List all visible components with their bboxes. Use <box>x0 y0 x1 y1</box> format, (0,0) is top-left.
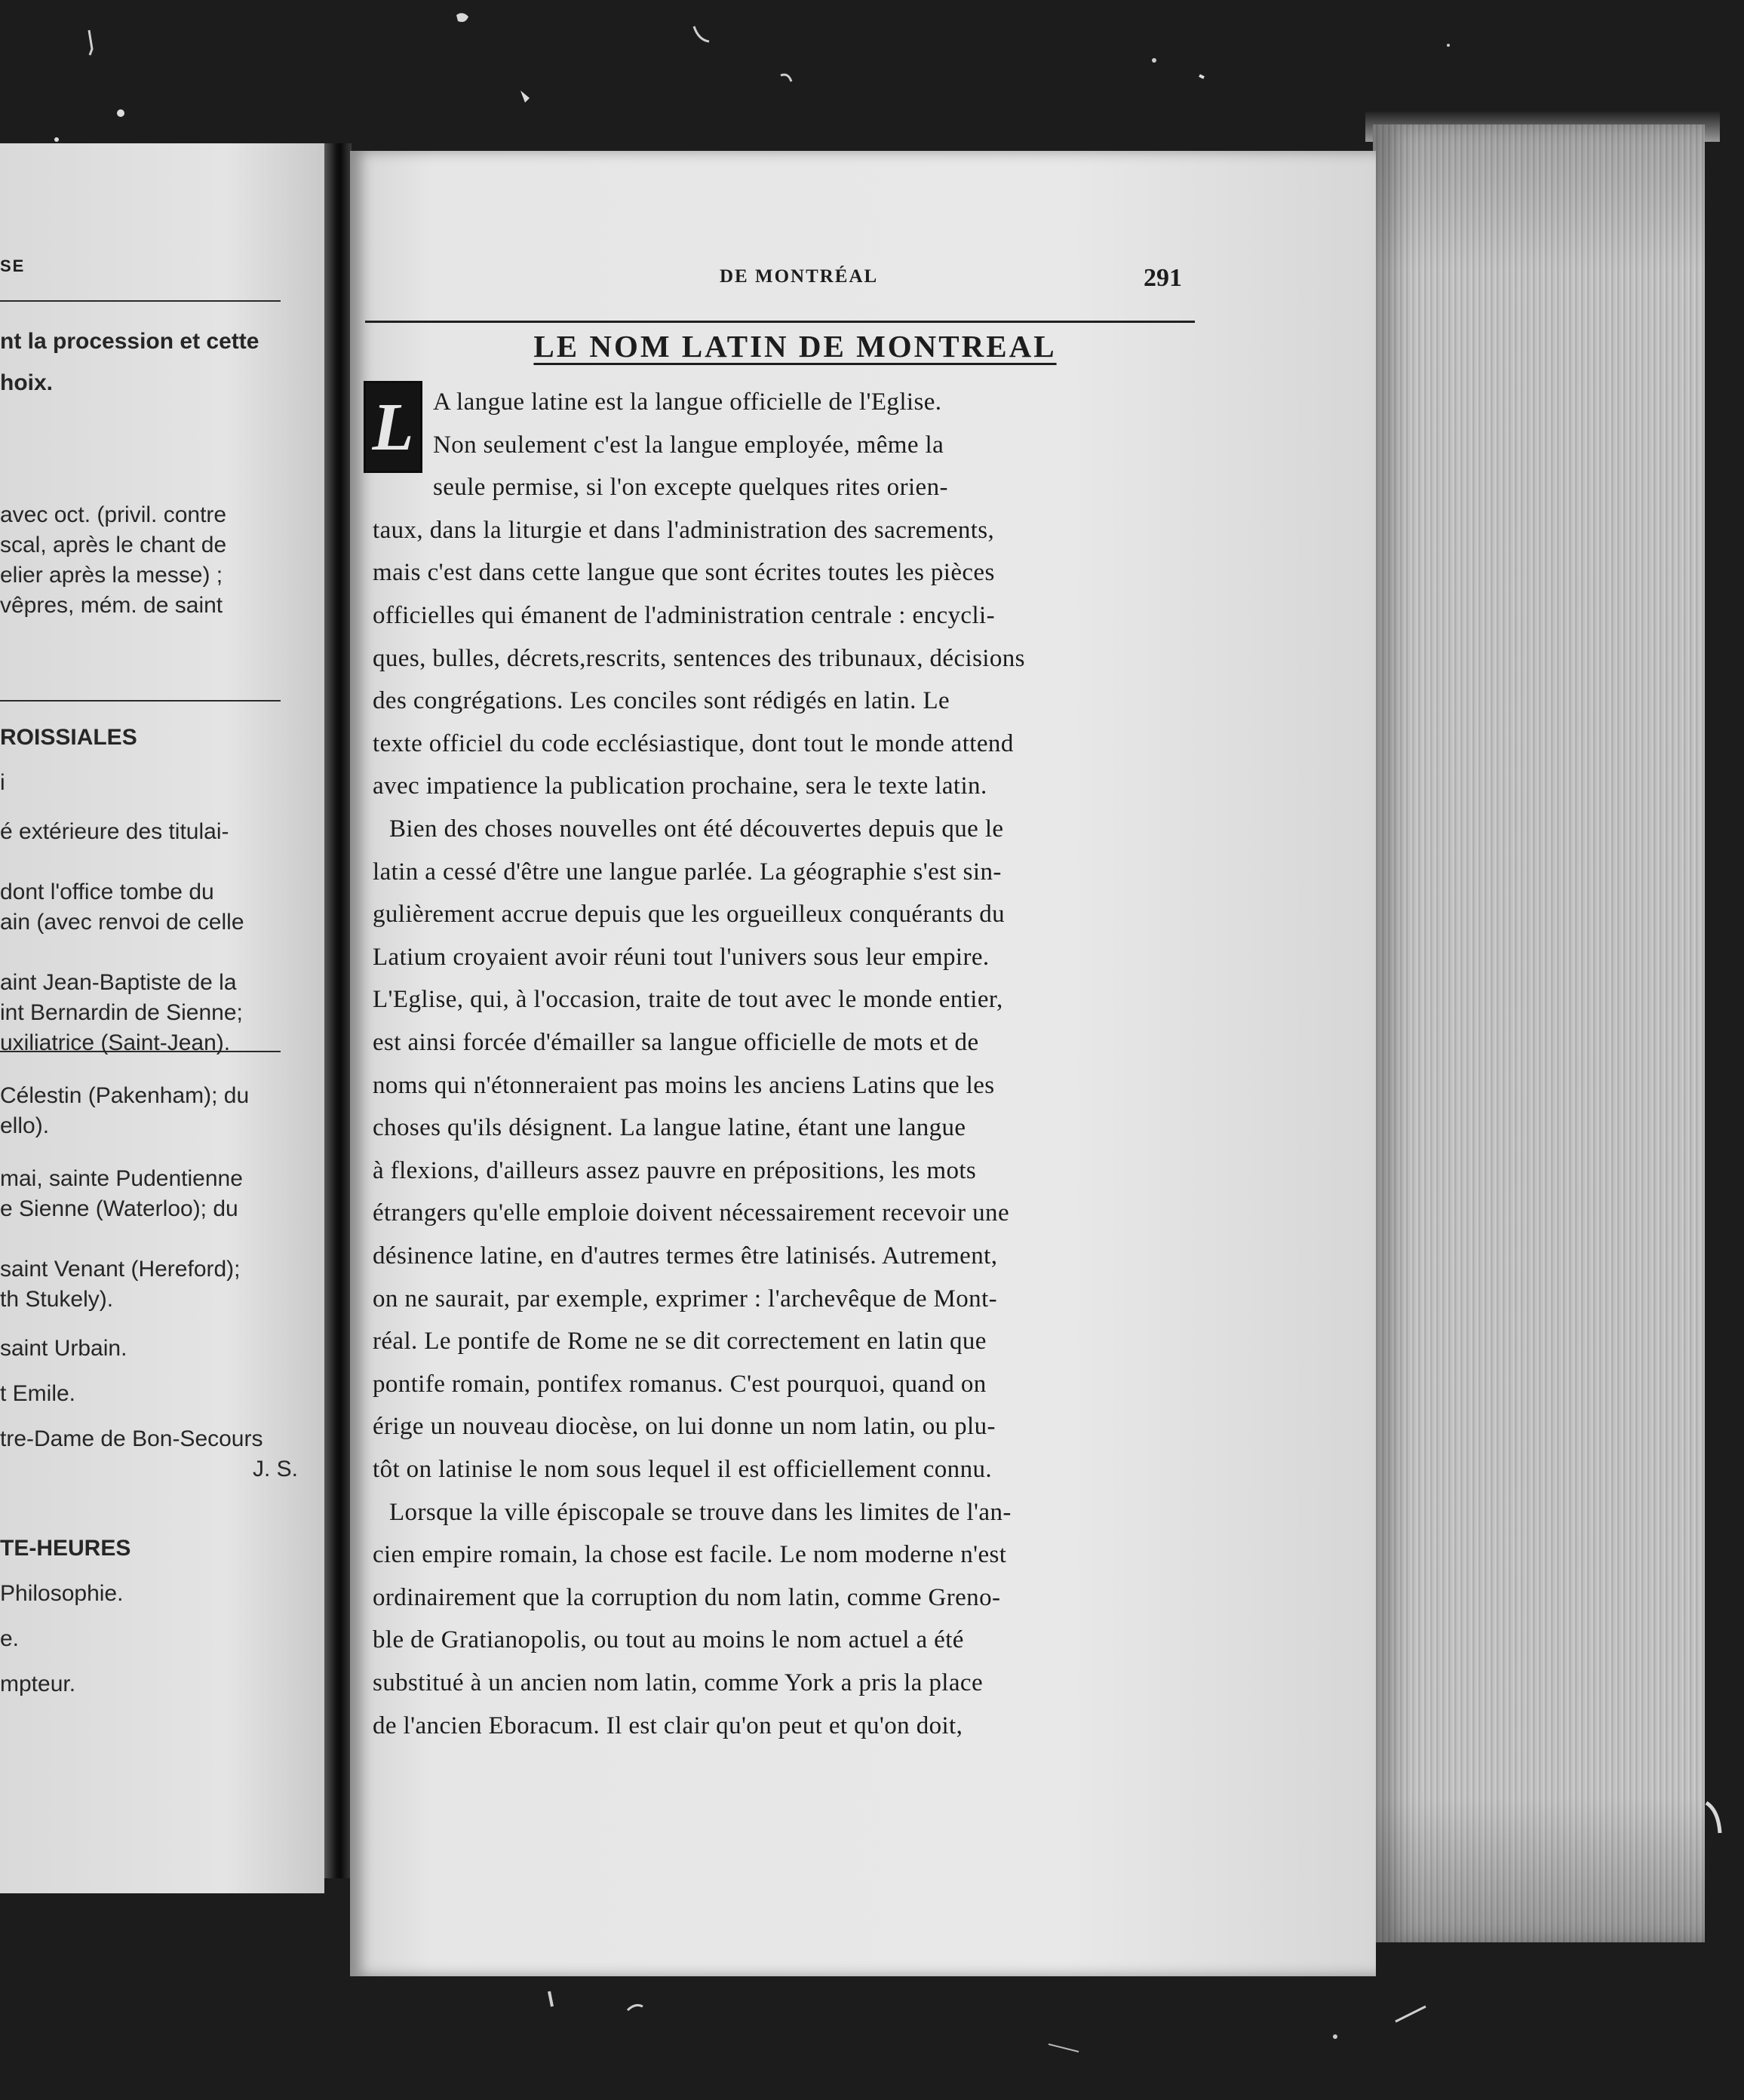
left-text-line: Philosophie. <box>0 1581 124 1606</box>
article-title: LE NOM LATIN DE MONTREAL <box>533 329 1057 364</box>
left-text-line: saint Urbain. <box>0 1336 127 1361</box>
body-text-line: noms qui n'étonneraient pas moins les anciens Latins que les <box>373 1071 995 1099</box>
body-text-line: ques, bulles, décrets,rescrits, sentences des tribunaux, décisions <box>373 644 1025 672</box>
left-text-line: nt la procession et cette <box>0 329 259 354</box>
left-text-line: e Sienne (Waterloo); du <box>0 1196 238 1221</box>
left-text-line: elier après la messe) ; <box>0 563 223 588</box>
left-text-line: ROISSIALES <box>0 725 137 750</box>
body-text-line: de l'ancien Eboracum. Il est clair qu'on peut et qu'on doit, <box>373 1712 963 1739</box>
left-text-line: Célestin (Pakenham); du <box>0 1083 250 1108</box>
body-text-line: texte officiel du code ecclésiastique, dont tout le monde attend <box>373 729 1014 757</box>
left-text-line: aint Jean-Baptiste de la <box>0 970 237 995</box>
body-text-line: désinence latine, en d'autres termes être latinisés. Autrement, <box>373 1242 998 1270</box>
body-text-line: officielles qui émanent de l'administration centrale : encycli- <box>373 602 995 629</box>
left-text-line: ain (avec renvoi de celle <box>0 910 244 935</box>
left-text-line: TE-HEURES <box>0 1536 131 1561</box>
body-text-line: substitué à un ancien nom latin, comme York a pris la place <box>373 1669 984 1696</box>
left-text-line: th Stukely). <box>0 1287 114 1312</box>
body-text-line: ble de Gratianopolis, ou tout au moins le nom actuel a été <box>373 1626 964 1654</box>
left-text-line: mpteur. <box>0 1672 76 1696</box>
body-text-line: cien empire romain, la chose est facile. Le nom moderne n'est <box>373 1541 1007 1569</box>
left-text-line: int Bernardin de Sienne; <box>0 1000 243 1025</box>
body-text-line: on ne saurait, par exemple, exprimer : l'archevêque de Mont- <box>373 1285 998 1312</box>
left-text-line: hoix. <box>0 370 54 395</box>
left-section-rule <box>0 700 281 702</box>
running-head: DE MONTRÉAL <box>720 266 879 287</box>
left-text-line: J. S. <box>252 1457 298 1481</box>
body-text-line: est ainsi forcée d'émailler sa langue officielle de mots et de <box>373 1029 979 1056</box>
body-text-line: gulièrement accrue depuis que les orgueilleux conquérants du <box>373 901 1006 929</box>
left-text-line: t Emile. <box>0 1381 76 1406</box>
body-text-line: taux, dans la liturgie et dans l'administration des sacrements, <box>373 516 995 544</box>
left-text-line: mai, sainte Pudentienne <box>0 1166 243 1191</box>
left-text-line: scal, après le chant de <box>0 533 227 557</box>
body-text-line: Latium croyaient avoir réuni tout l'univers sous leur empire. <box>373 943 990 971</box>
left-text-line: tre-Dame de Bon-Secours <box>0 1426 263 1451</box>
body-text-line: réal. Le pontife de Rome ne se dit correctement en latin que <box>373 1328 987 1355</box>
left-text-line: é extérieure des titulai- <box>0 819 229 844</box>
body-text-line: latin a cessé d'être une langue parlée. La géographie s'est sin- <box>373 858 1002 886</box>
left-text-line: vêpres, mém. de saint <box>0 593 223 618</box>
body-text-line: Non seulement c'est la langue employée, même la <box>433 431 944 459</box>
body-text-line: érige un nouveau diocèse, on lui donne un nom latin, ou plu- <box>373 1413 996 1441</box>
left-text-line: uxiliatrice (Saint-Jean). <box>0 1030 231 1055</box>
body-text-line: Lorsque la ville épiscopale se trouve dans les limites de l'an- <box>389 1498 1012 1526</box>
right-page <box>350 151 1376 1976</box>
left-header-rule <box>0 300 281 302</box>
body-text-line: des congrégations. Les conciles sont rédigés en latin. Le <box>373 687 950 715</box>
left-text-line: i <box>0 770 5 795</box>
body-text-line: ordinairement que la corruption du nom latin, comme Greno- <box>373 1583 1001 1611</box>
body-text-line: choses qu'ils désignent. La langue latine, étant une langue <box>373 1114 966 1142</box>
left-text-line: e. <box>0 1626 20 1651</box>
left-text-line: dont l'office tombe du <box>0 880 214 904</box>
book-gutter <box>324 143 352 1878</box>
body-text-line: tôt on latinise le nom sous lequel il est officiellement connu. <box>373 1456 993 1483</box>
left-running-head: SE <box>0 256 26 275</box>
body-text-line: avec impatience la publication prochaine, sera le texte latin. <box>373 772 987 800</box>
body-text-line: A langue latine est la langue officielle de l'Eglise. <box>433 388 942 416</box>
left-page <box>0 143 324 1893</box>
body-text-line: mais c'est dans cette langue que sont écrites toutes les pièces <box>373 559 995 587</box>
body-text-line: pontife romain, pontifex romanus. C'est pourquoi, quand on <box>373 1370 987 1398</box>
left-text-line: avec oct. (privil. contre <box>0 502 227 527</box>
header-rule <box>365 321 1195 323</box>
drop-cap-initial: L <box>364 381 422 473</box>
body-text-line: seule permise, si l'on excepte quelques rites orien- <box>433 474 948 502</box>
body-text-line: Bien des choses nouvelles ont été découvertes depuis que le <box>389 815 1004 843</box>
body-text-line: L'Eglise, qui, à l'occasion, traite de tout avec le monde entier, <box>373 986 1003 1014</box>
body-text-line: étrangers qu'elle emploie doivent nécessairement recevoir une <box>373 1199 1009 1227</box>
left-text-line: saint Venant (Hereford); <box>0 1257 241 1282</box>
page-edges <box>1373 124 1705 1942</box>
body-text-line: à flexions, d'ailleurs assez pauvre en prépositions, les mots <box>373 1156 977 1184</box>
left-text-line: ello). <box>0 1113 50 1138</box>
page-number: 291 <box>1144 264 1182 292</box>
